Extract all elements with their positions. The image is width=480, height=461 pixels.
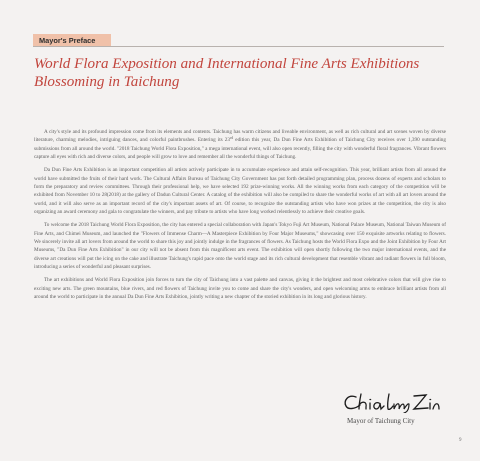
- header-divider: [33, 46, 444, 47]
- section-tab: Mayor's Preface: [33, 34, 111, 47]
- paragraph-1-text-continued: edition this year, Da Dun Fine Arts Exhibition of Taichung City receives over 1,390 outstanding submissions from all around the world. "2018 Taichung World Flora Exposition," a mega international event, will also open recently, filling the city with wonderful floral fragrances. Vibrant flowers capture all eyes with rich and diverse colors, and people will grow to love and remember all the wonderful things of Taichung.: [34, 137, 446, 161]
- paragraph-1: [34, 128, 446, 162]
- page-number: 9: [459, 438, 462, 443]
- paragraph-2: Da Dun Fine Arts Exhibition is an important competition all artists actively participate in to accumulate experience and attain self-recognition. This year, brilliant artists from all around the world have submitted the fruits of their hard work. The Cultural Affairs Bureau of Taichung City Government has put forth detailed programming plan, process dozens of experts and scholars to form the preparatory and review committees. Through their professional help, we have selected 192 prize-winning works. All the winning works from each category of the competition will be exhibited from November 10 to 28(2018) at the gallery of Dadun Cultural Center. A catalog of the exhibition will also be compiled to share the wonderful works of art with all art lovers around the world, and it will also serve as an important record of the city's important assets of art. Of course, to recognize the outstanding artists who have won prizes at the competition, the city is also organizing an award ceremony and gala to congratulate the winners, and pay tribute to artists who have long worked relentlessly to achieve their creative goals.: [34, 167, 446, 216]
- paragraph-4: The art exhibitions and World Flora Exposition join forces to turn the city of Taichung into a vast palette and canvas, giving it the brightest and most celebrative colors that will give rise to exciting new arts. The green mountains, blue rivers, and red flowers of Taichung invite you to come and share the city's wonders, and open welcoming arms to embrace brilliant artists from all around the world to participate in the annual Da Dun Fine Arts Exhibition, jointly writing a new chapter of the storied exhibition in its long and glorious history.: [34, 277, 446, 301]
- page-title: World Flora Exposition and International Fine Arts Exhibitions Blossoming in Taichung: [34, 56, 420, 90]
- signer-title: Mayor of Taichung City: [347, 417, 415, 425]
- paragraph-3: To welcome the 2018 Taichung World Flora Exposition, the city has entered a special collaboration with Japan's Tokyo Fuji Art Museum, National Palace Museum, National Taiwan Museum of Fine Arts, and Chimei Museum, and launched the "Flowers of Immense Charm—A Masterpiece Exhibition by Four Major Museums," showcasing over 150 exquisite artworks relating to flowers. We sincerely invite all art lovers from around the world to share this joy and jointly indulge in the fragrances of flowers. As Taichung hosts the World Flora Expo and the Joint Exhibition by Four Art Museums, "Da Dun Fine Arts Exhibition" in our city will not be absent from this magnificent arts event. The exhibition will open shortly following the two major international events, and the diverse art creations will put the icing on the cake and illustrate Taichung's rapid pace onto the world stage and its rich cultural development that resemble vibrant and radiant flowers in full bloom, introducing a series of wonderful and pleasant surprises.: [34, 222, 446, 271]
- ordinal-suffix: rd: [230, 136, 234, 141]
- paragraph-1-text: A city's style and its profound impression come from its elements and contents. Taichung has warm citizens and liveable environment, as well as rich cultural and art scenes woven by diverse literature, charming melodies, intriguing dances, and colorful paintbrushes. Entering its 23: [34, 129, 446, 144]
- handwritten-signature: [342, 391, 442, 413]
- preface-body: [34, 128, 446, 306]
